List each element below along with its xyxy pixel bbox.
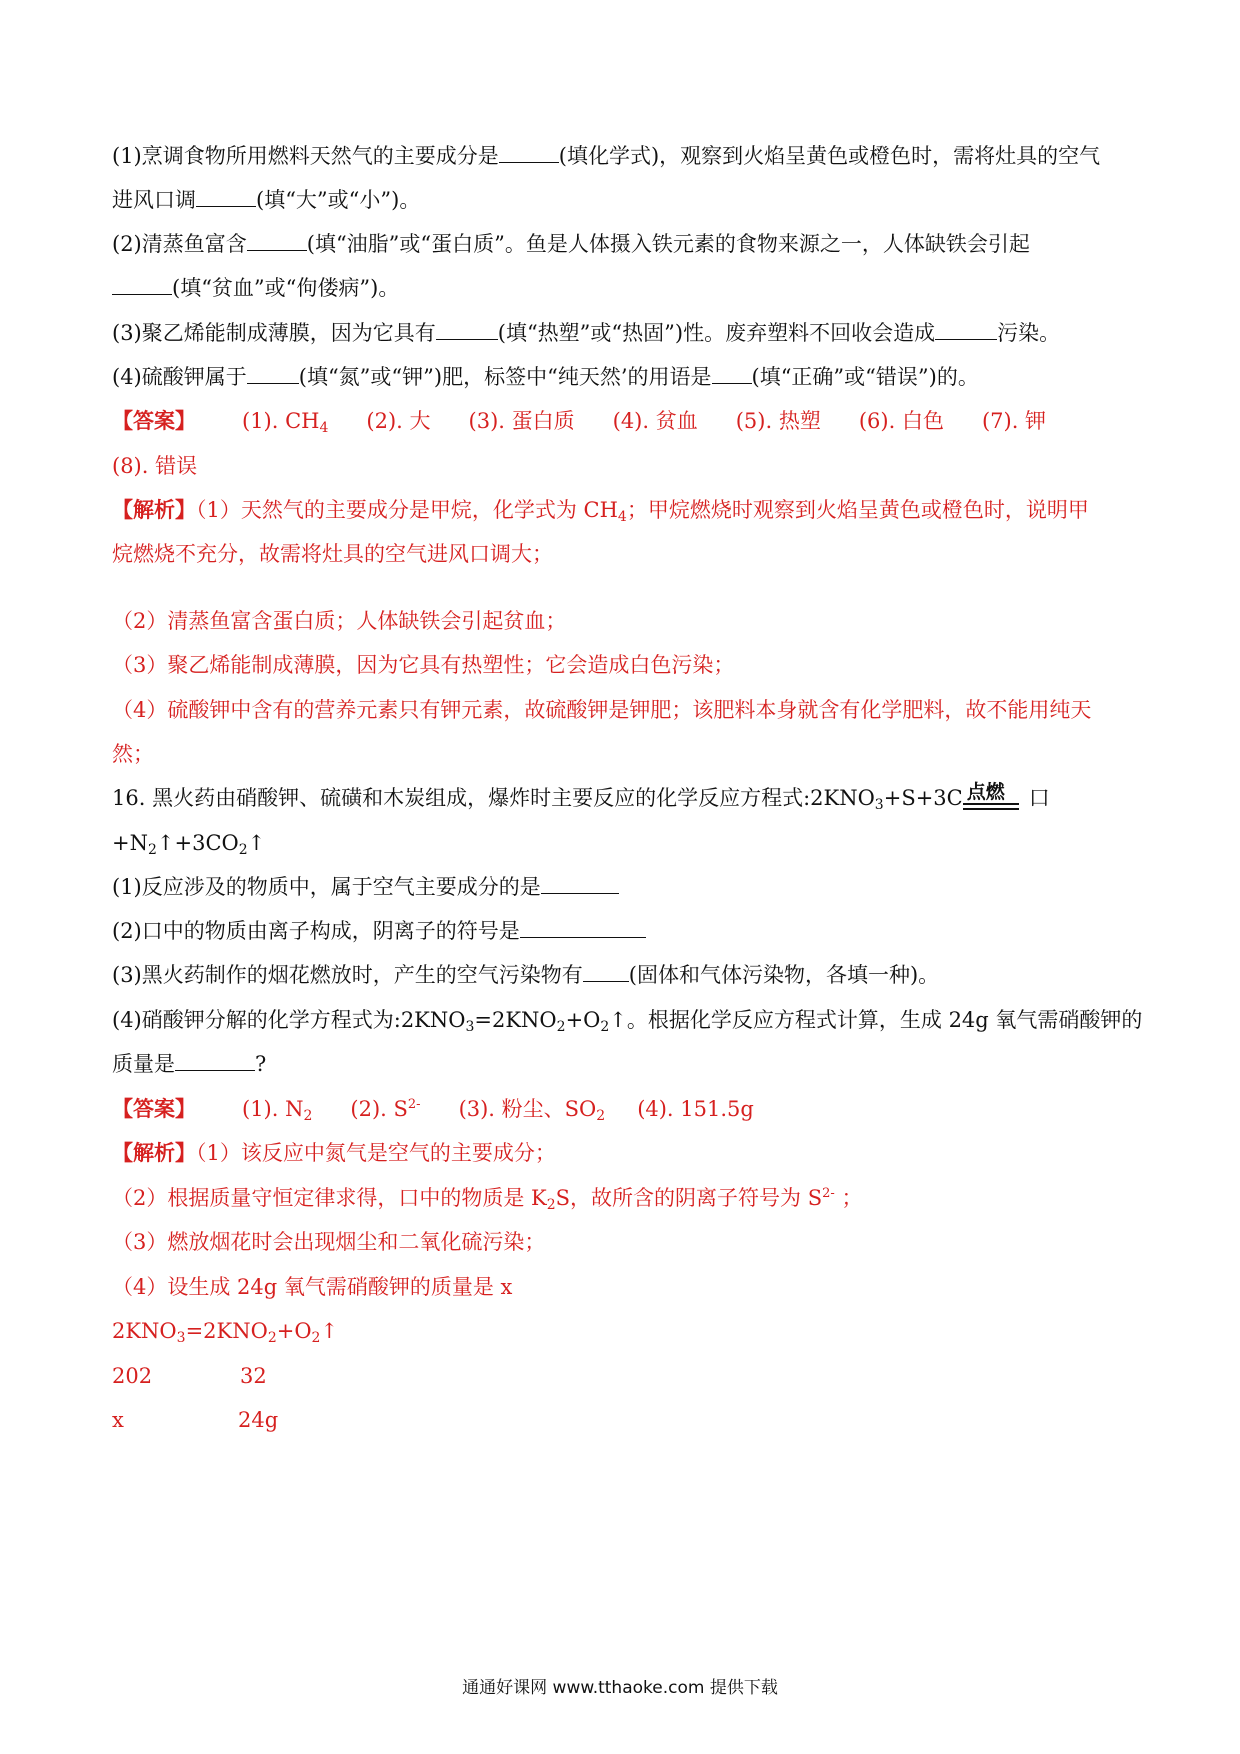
superscript: 2- [407,1097,421,1112]
q15-analysis-3 [112,650,1142,680]
answer-blank [247,230,307,251]
text: （2）根据质量守恒定律求得，口中的物质是 K [112,1186,547,1210]
text: (填“大”或“小”)。 [256,188,421,212]
subscript: 2 [311,1330,321,1346]
text: (4)硫酸钾属于 [112,365,247,389]
q16-ratio-row1 [112,1361,1142,1391]
text: ↑ [320,1319,339,1343]
text: +S+3C [883,786,963,810]
answer-blank [112,274,172,295]
text: +N [112,831,148,855]
q16-equation [112,1316,1142,1346]
text: (填“油脂”或“蛋白质”。鱼是人体摄入铁元素的食物来源之一，人体缺铁会引起 [306,232,1030,256]
text: (2)清蒸鱼富含 [112,232,247,256]
answer-blank [583,961,629,982]
answer-blank [196,186,256,207]
q15-analysis-2 [112,606,1142,636]
subscript: 3 [874,797,884,813]
q16-analysis-2 [112,1183,1142,1213]
subscript: 4 [617,509,627,525]
text: (填“正确”或“错误”)的。 [751,365,979,389]
q16-analysis-3 [112,1227,1142,1257]
text: 污染。 [997,321,1061,345]
text: S，故所含的阴离子符号为 S [555,1186,823,1210]
q15-analysis-1b [112,539,1142,569]
q15-part2-line1 [112,229,1142,259]
q16-part2 [112,916,1142,946]
q16-part4-line1 [112,1005,1142,1035]
answer-item: (2). 大 [366,409,431,433]
q16-answers [112,1094,1142,1124]
text: +O [565,1008,601,1032]
q15-analysis-4a [112,695,1142,725]
text: (固体和气体污染物，各填一种)。 [628,963,940,987]
subscript: 3 [465,1019,475,1035]
q15-answers [112,406,1142,436]
text: (4)硝酸钾分解的化学方程式为:2KNO [112,1008,466,1032]
text: ? [255,1052,267,1076]
answer-item: (4). 贫血 [612,409,698,433]
text: (3)聚乙烯能制成薄膜，因为它具有 [112,321,436,345]
q16-part1 [112,872,1142,902]
subscript: 4 [319,420,329,436]
subscript: 2 [556,1019,566,1035]
subscript: 2 [267,1330,277,1346]
text: 16. 黑火药由硝酸钾、硫磺和木炭组成，爆炸时主要反应的化学反应方程式:2KNO [112,786,875,810]
q15-answers-cont [112,451,1142,481]
answer-item: (6). 白色 [858,409,944,433]
answer-blank [541,873,619,894]
text: (填“热塑”或“热固”)性。废弃塑料不回收会造成 [497,321,936,345]
text: =2KNO [185,1319,268,1343]
text: (填“贫血”或“佝偻病”)。 [172,276,400,300]
text: ； [834,1186,863,1210]
text: （3）聚乙烯能制成薄膜，因为它具有热塑性；它会造成白色污染； [112,653,735,677]
q15-analysis-1a [112,495,1142,525]
answer-blank [935,319,997,340]
answer-blank [175,1050,255,1071]
unknown-mass: x [112,1408,124,1432]
text: ；甲烷燃烧时观察到火焰呈黄色或橙色时，说明甲 [626,498,1089,522]
text: ↑ [247,831,266,855]
q15-part1-line1 [112,141,1142,171]
unknown-box: 口 [1028,786,1050,810]
text: (填化学式)，观察到火焰呈黄色或橙色时，需将灶具的空气 [558,144,1101,168]
text: 然； [112,742,154,766]
text: ↑+3CO [156,831,239,855]
answer-item: (5). 热塑 [735,409,821,433]
answer-tag: 【答案】 [112,408,196,433]
molar-mass: 202 [112,1364,153,1388]
subscript: 2 [303,1108,313,1124]
q16-part4-line2 [112,1049,1142,1079]
answer-blank [499,142,559,163]
subscript: 2 [596,1108,606,1124]
q15-part1-line2 [112,185,1142,215]
answer-blank [247,363,299,384]
text: 烷燃烧不充分，故需将灶具的空气进风口调大； [112,542,553,566]
answer-item: (3). 蛋白质 [468,409,575,433]
text: (1)烹调食物所用燃料天然气的主要成分是 [112,144,499,168]
text: （3）燃放烟花时会出现烟尘和二氧化硫污染； [112,1230,546,1254]
text: (1)反应涉及的物质中，属于空气主要成分的是 [112,875,541,899]
q16-part3 [112,960,1142,990]
subscript: 3 [176,1330,186,1346]
text: =2KNO [474,1008,557,1032]
answer-blank [712,363,752,384]
q16-stem-line2 [112,828,1142,858]
superscript: 2- [822,1186,835,1201]
answer-blank [436,319,498,340]
subscript: 2 [147,842,157,858]
q15-analysis-4b [112,739,1142,769]
text: 质量是 [112,1052,175,1076]
text: （1）天然气的主要成分是甲烷，化学式为 CH [196,498,618,522]
q16-analysis-4 [112,1272,1142,1302]
known-mass: 24g [238,1408,279,1432]
text: （1）该反应中氮气是空气的主要成分； [196,1141,556,1165]
answer-blank [520,917,646,938]
analysis-tag: 【解析】 [112,497,196,522]
text: 进风口调 [112,188,196,212]
text: （4）设生成 24g 氧气需硝酸钾的质量是 x [112,1275,513,1299]
condition-text: 点燃 [966,781,1005,803]
reaction-condition [963,783,1019,813]
footer-watermark: 通通好课网 www.tthaoke.com 提供下载 [462,1678,778,1698]
text: （4）硫酸钾中含有的营养元素只有钾元素，故硫酸钾是钾肥；该肥料本身就含有化学肥料，故不能用纯天 [112,698,1092,722]
answer-item: (1). CH [242,409,320,433]
text: （2）清蒸鱼富含蛋白质；人体缺铁会引起贫血； [112,609,567,633]
text: 2KNO [112,1319,177,1343]
q15-part4 [112,362,1142,392]
molar-mass: 32 [240,1364,267,1388]
answer-item: (2). S [350,1097,408,1121]
text: ↑。根据化学反应方程式计算，生成 24g 氧气需硝酸钾的 [609,1008,1143,1032]
answer-tag: 【答案】 [112,1096,196,1121]
answer-item: (1). N [242,1097,304,1121]
answer-item: (4). 151.5g [637,1097,754,1121]
text: +O [276,1319,312,1343]
text: (填“氮”或“钾”)肥，标签中“纯天然’的用语是 [298,365,712,389]
text: (2)口中的物质由离子构成，阴离子的符号是 [112,919,520,943]
subscript: 2 [546,1197,556,1213]
q15-part2-line2 [112,273,1142,303]
answer-item: (8). 错误 [112,454,198,478]
q15-part3 [112,318,1142,348]
analysis-tag: 【解析】 [112,1140,196,1165]
answer-item: (3). 粉尘、SO [458,1097,597,1121]
text: (3)黑火药制作的烟花燃放时，产生的空气污染物有 [112,963,583,987]
q16-stem-line1 [112,783,1142,813]
q16-ratio-row2 [112,1405,1142,1435]
answer-item: (7). 钾 [981,409,1047,433]
subscript: 2 [238,842,248,858]
q16-analysis-1 [112,1138,1142,1168]
subscript: 2 [600,1019,610,1035]
